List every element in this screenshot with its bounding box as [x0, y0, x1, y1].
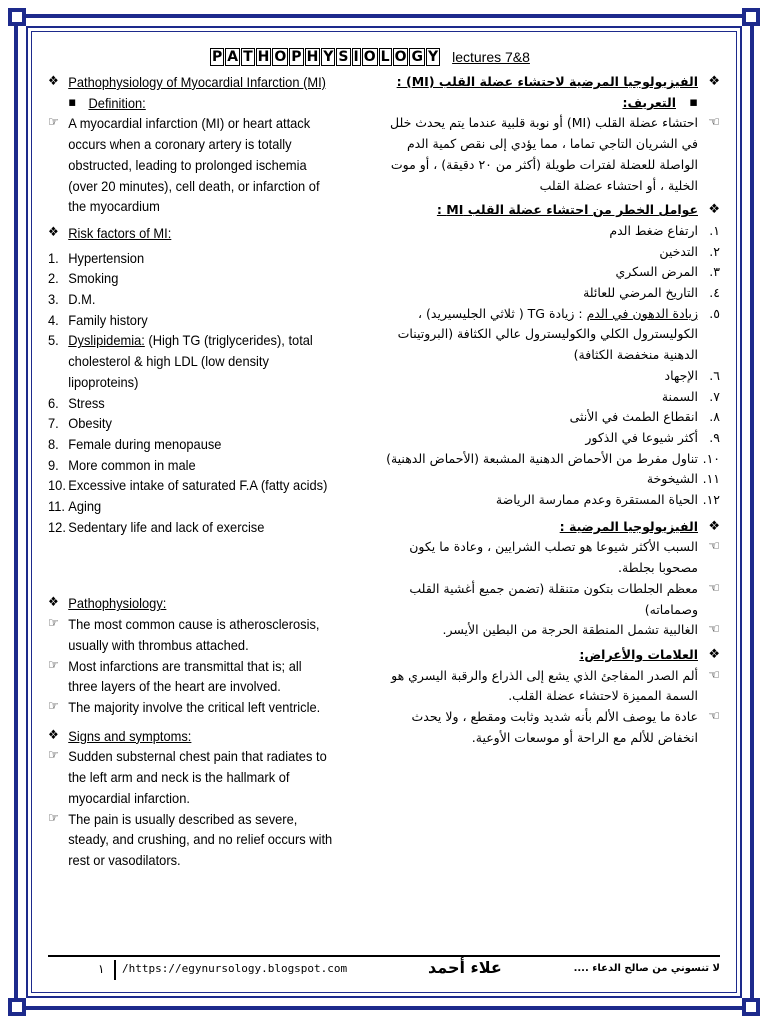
section-title: Pathophysiology of Myocardial Infarction (MI) — [68, 74, 326, 90]
title-letter: O — [274, 49, 287, 65]
list-item-body: Excessive intake of saturated F.A (fatty acids) — [68, 477, 328, 494]
list-item-body: Aging — [68, 498, 102, 515]
list-item-text — [68, 268, 333, 289]
list-item-text — [68, 517, 333, 538]
definition-heading: ▪ Definition: — [48, 93, 333, 114]
title-letter: H — [257, 49, 270, 65]
list-item — [382, 407, 720, 428]
list-item — [48, 434, 333, 455]
list-item — [48, 330, 333, 392]
english-column — [48, 72, 333, 871]
list-item-lead: Dyslipidemia: — [68, 332, 145, 349]
list-item-body: Family history — [68, 311, 148, 328]
list-item-body: الشيخوخة — [646, 471, 698, 487]
pointing-hand-icon: ☜ — [708, 539, 720, 555]
list-item — [48, 697, 333, 718]
list-item — [382, 366, 720, 387]
list-item — [382, 221, 720, 242]
diamond-bullet-icon: ❖ — [48, 224, 59, 240]
pathophysiology-list-ar — [382, 537, 720, 641]
square-bullet-icon: ▪ — [68, 94, 77, 110]
title-letter: P — [291, 49, 302, 65]
list-item — [382, 666, 720, 707]
list-item — [48, 746, 333, 808]
diamond-bullet-icon: ❖ — [708, 518, 720, 534]
list-item-body: More common in male — [68, 456, 196, 473]
list-item-text — [68, 310, 333, 331]
list-item-text: The pain is usually described as severe, steady, and crushing, and no relief occurs with rest or vasodilators. — [68, 810, 333, 868]
risk-factor-list — [48, 248, 333, 538]
section-heading-ar: ❖ الفيزيولوجيا المرضية لاحتشاء عضلة القلب (MI) : — [382, 72, 720, 93]
list-number: 12. — [48, 518, 66, 535]
definition-paragraph-ar: ☜ احتشاء عضلة القلب (MI) أو نوبة قلبية عندما يتم يحدث خلل في الشريان التاجي تماما ، مما يؤدي إلى نقص كمية الدم الواصلة للعضلة لفترات طويلة (أكثر من ٢٠ دقيقة) ، أو موت الخلية ، أو احتشاء عضلة القلب — [389, 115, 720, 193]
diamond-bullet-icon: ❖ — [708, 74, 720, 89]
pointing-hand-icon: ☜ — [708, 622, 720, 638]
list-number: 5. — [48, 332, 59, 349]
list-item — [382, 304, 720, 366]
list-item-text: Sudden substernal chest pain that radiates to the left arm and neck is the hallmark of myocardial infarction. — [68, 748, 327, 806]
list-item-body: Stress — [68, 394, 105, 411]
list-item-lead: زيادة الدهون في الدم — [586, 305, 698, 321]
list-item-text — [382, 428, 698, 449]
title-letter: Y — [427, 49, 439, 65]
list-number: ٢. — [709, 243, 720, 259]
square-bullet-icon: ▪ — [689, 94, 698, 110]
list-item-text — [382, 262, 698, 283]
list-item — [382, 707, 720, 748]
pointing-hand-icon: ☜ — [708, 580, 720, 596]
list-item-body: D.M. — [68, 291, 96, 308]
list-item-body: السمنة — [661, 388, 698, 404]
list-item-text — [382, 407, 698, 428]
list-item-text — [68, 455, 333, 476]
list-item-body: الحياة المستقرة وعدم ممارسة الرياضة — [495, 492, 698, 508]
list-item-text: الغالبية تشمل المنطقة الحرجة من البطين الأيسر. — [442, 622, 698, 638]
list-item-text — [68, 496, 333, 517]
list-item-text: معظم الجلطات بتكون متنقلة (تضمن جميع أغشية القلب وصماماته) — [409, 580, 698, 617]
author-name: علاء أحمد — [428, 958, 502, 977]
list-number: 3. — [48, 291, 59, 308]
list-number: 6. — [48, 394, 59, 411]
list-item — [48, 475, 333, 496]
list-item — [48, 455, 333, 476]
list-item-text: The majority involve the critical left ventricle. — [68, 698, 321, 715]
diamond-bullet-icon: ❖ — [48, 595, 59, 611]
list-item — [382, 428, 720, 449]
list-item-body: (High TG (triglycerides), total cholesterol & high LDL (low density lipoproteins) — [68, 332, 313, 390]
pointing-hand-icon: ☞ — [48, 810, 59, 826]
diamond-bullet-icon: ❖ — [708, 646, 720, 662]
list-number: ١٢. — [702, 492, 720, 508]
page-title — [210, 48, 440, 66]
footer-divider — [48, 955, 720, 957]
list-item-body: تناول مفرط من الأحماض الدهنية المشبعة (الأحماض الدهنية) — [386, 450, 698, 466]
risk-heading: ❖ Risk factors of MI: — [48, 223, 333, 244]
list-number: 7. — [48, 415, 59, 432]
list-number: 4. — [48, 311, 59, 328]
list-item-text: السبب الأكثر شيوعا هو تصلب الشرايين ، وعادة ما يكون مصحوبا بجلطة. — [409, 539, 698, 576]
diamond-bullet-icon: ❖ — [48, 727, 59, 743]
list-item-body: ارتفاع ضغط الدم — [609, 222, 698, 238]
list-item-body: التدخين — [659, 243, 698, 259]
list-item-body: Sedentary life and lack of exercise — [68, 518, 265, 535]
list-item-text: The most common cause is atherosclerosis, usually with thrombus attached. — [68, 616, 320, 653]
footer-separator — [114, 960, 116, 980]
arabic-column — [382, 72, 720, 749]
list-item-text — [68, 289, 333, 310]
list-item — [48, 310, 333, 331]
list-item-text — [382, 387, 698, 408]
diamond-bullet-icon: ❖ — [708, 202, 720, 218]
title-letter: G — [411, 49, 423, 65]
signs-list — [48, 746, 333, 870]
list-number: ٩. — [709, 429, 720, 445]
list-item — [48, 393, 333, 414]
list-number: 11. — [48, 498, 65, 515]
list-number: 9. — [48, 456, 59, 473]
signs-heading: ❖ Signs and symptoms: — [48, 726, 333, 747]
list-number: ٨. — [709, 409, 720, 425]
definition-heading-ar: ▪ التعريف: — [382, 93, 720, 114]
list-item — [48, 496, 333, 517]
title-letter: H — [306, 49, 319, 65]
lectures-label: lectures 7&8 — [452, 49, 530, 65]
pathophysiology-heading: ❖ Pathophysiology: — [48, 593, 333, 614]
list-item-text — [68, 248, 333, 269]
pointing-hand-icon: ☞ — [48, 657, 59, 673]
corner-ornament — [742, 998, 760, 1016]
list-number: ١١. — [702, 471, 720, 487]
definition-paragraph: ☞ A myocardial infarction (MI) or heart attack occurs when a coronary artery is totally obstructed, leading to prolonged ischemia (over 20 minutes), cell death, or infarction of the myocardium — [48, 115, 320, 215]
title-letter: Y — [323, 49, 334, 65]
corner-ornament — [8, 998, 26, 1016]
pointing-hand-icon: ☜ — [708, 667, 720, 683]
footer-note: لا تنسوني من صالح الدعاء .... — [573, 963, 720, 974]
list-item — [382, 242, 720, 263]
list-item-body: Female during menopause — [68, 435, 222, 452]
signs-list-ar — [382, 666, 720, 749]
list-item — [382, 469, 720, 490]
signs-heading-ar: ❖ العلامات والأعراض: — [382, 645, 720, 666]
risk-factor-list-ar — [382, 221, 720, 511]
list-number: ٤. — [709, 285, 720, 301]
list-item — [382, 490, 720, 511]
title-letter: I — [353, 49, 359, 65]
blog-link[interactable]: /https://egynursology.blogspot.com — [122, 962, 348, 975]
list-item-text — [382, 283, 698, 304]
list-item-body: التاريخ المرضي للعائلة — [583, 285, 698, 301]
diamond-bullet-icon: ❖ — [48, 74, 59, 89]
list-item-text — [68, 434, 333, 455]
list-item — [48, 809, 333, 871]
list-number: ٣. — [709, 264, 720, 280]
list-item-text — [68, 330, 333, 392]
title-letter: O — [363, 49, 376, 65]
list-item-text — [382, 242, 698, 263]
list-item-body: : زيادة TG ( ثلاثي الجليسيريد) ، الكوليسترول الكلي والكوليسترول عالي الكثافة (البروتينات الدهنية منخفضة الكثافة) — [397, 305, 698, 363]
list-item-body: Obesity — [68, 415, 112, 432]
list-item-text: عادة ما يوصف الألم بأنه شديد وثابت ومقطع ، ولا يحدث انخفاض للألم مع الراحة أو موسعات الأوعية. — [411, 709, 698, 745]
pointing-hand-icon: ☜ — [708, 115, 720, 131]
title-letter: P — [212, 49, 223, 65]
list-number: ٥. — [709, 305, 720, 321]
list-item-text — [382, 490, 698, 511]
pointing-hand-icon: ☞ — [48, 616, 59, 632]
page-footer — [48, 960, 720, 982]
list-number: 10. — [48, 477, 66, 494]
list-item-text — [382, 221, 698, 242]
list-item-text: Most infarctions are transmittal that is; all three layers of the heart are involved. — [68, 657, 302, 695]
list-item-text — [382, 366, 698, 387]
list-item — [48, 656, 333, 697]
corner-ornament — [742, 8, 760, 26]
list-item-body: أكثر شيوعا في الذكور — [585, 429, 698, 445]
list-number: 2. — [48, 270, 59, 287]
risk-heading-ar: ❖ عوامل الخطر من احتشاء عضلة القلب MI : — [382, 200, 720, 221]
list-item-body: انقطاع الطمث في الأنثى — [569, 409, 698, 425]
list-item-text — [382, 304, 698, 366]
title-letter: T — [243, 49, 253, 65]
pathophysiology-heading-ar: ❖ الفيزيولوجيا المرضية : — [382, 517, 720, 538]
list-item-text — [382, 449, 698, 470]
pointing-hand-icon: ☞ — [48, 698, 59, 714]
page-number: ١ — [98, 962, 105, 976]
list-item — [382, 283, 720, 304]
list-item — [48, 614, 333, 655]
title-letter: S — [338, 49, 349, 65]
list-item — [48, 517, 333, 538]
list-item — [382, 449, 720, 470]
list-item-text — [382, 469, 698, 490]
list-item-body: الإجهاد — [664, 367, 698, 383]
corner-ornament — [8, 8, 26, 26]
list-item-text — [68, 475, 333, 496]
list-item — [382, 579, 720, 620]
list-number: 1. — [48, 249, 59, 266]
pointing-hand-icon: ☞ — [48, 115, 59, 131]
list-number: ٧. — [709, 388, 720, 404]
list-item-text — [68, 413, 333, 434]
list-number: ٦. — [709, 367, 720, 383]
list-item-body: Hypertension — [68, 249, 145, 266]
title-letter: A — [227, 49, 239, 65]
list-number: ١. — [709, 222, 720, 238]
list-number: 8. — [48, 435, 59, 452]
list-item-body: Smoking — [68, 270, 119, 287]
list-item-text: ألم الصدر المفاجئ الذي يشع إلى الذراع والرقبة اليسري هو السمة المميزة لاحتشاء عضلة القلب. — [391, 667, 698, 704]
list-item — [382, 620, 720, 641]
list-item — [48, 248, 333, 269]
section-heading — [48, 72, 333, 93]
list-item — [382, 387, 720, 408]
list-number: ١٠. — [702, 450, 720, 466]
title-letter: L — [380, 49, 390, 65]
pointing-hand-icon: ☞ — [48, 748, 59, 764]
pathophysiology-list — [48, 614, 333, 718]
list-item — [382, 262, 720, 283]
list-item-body: المرض السكري — [615, 264, 698, 280]
list-item — [382, 537, 720, 578]
page-header — [210, 48, 530, 66]
title-letter: O — [394, 49, 407, 65]
list-item — [48, 268, 333, 289]
pointing-hand-icon: ☜ — [708, 709, 720, 725]
list-item-text — [68, 393, 333, 414]
list-item — [48, 289, 333, 310]
list-item — [48, 413, 333, 434]
